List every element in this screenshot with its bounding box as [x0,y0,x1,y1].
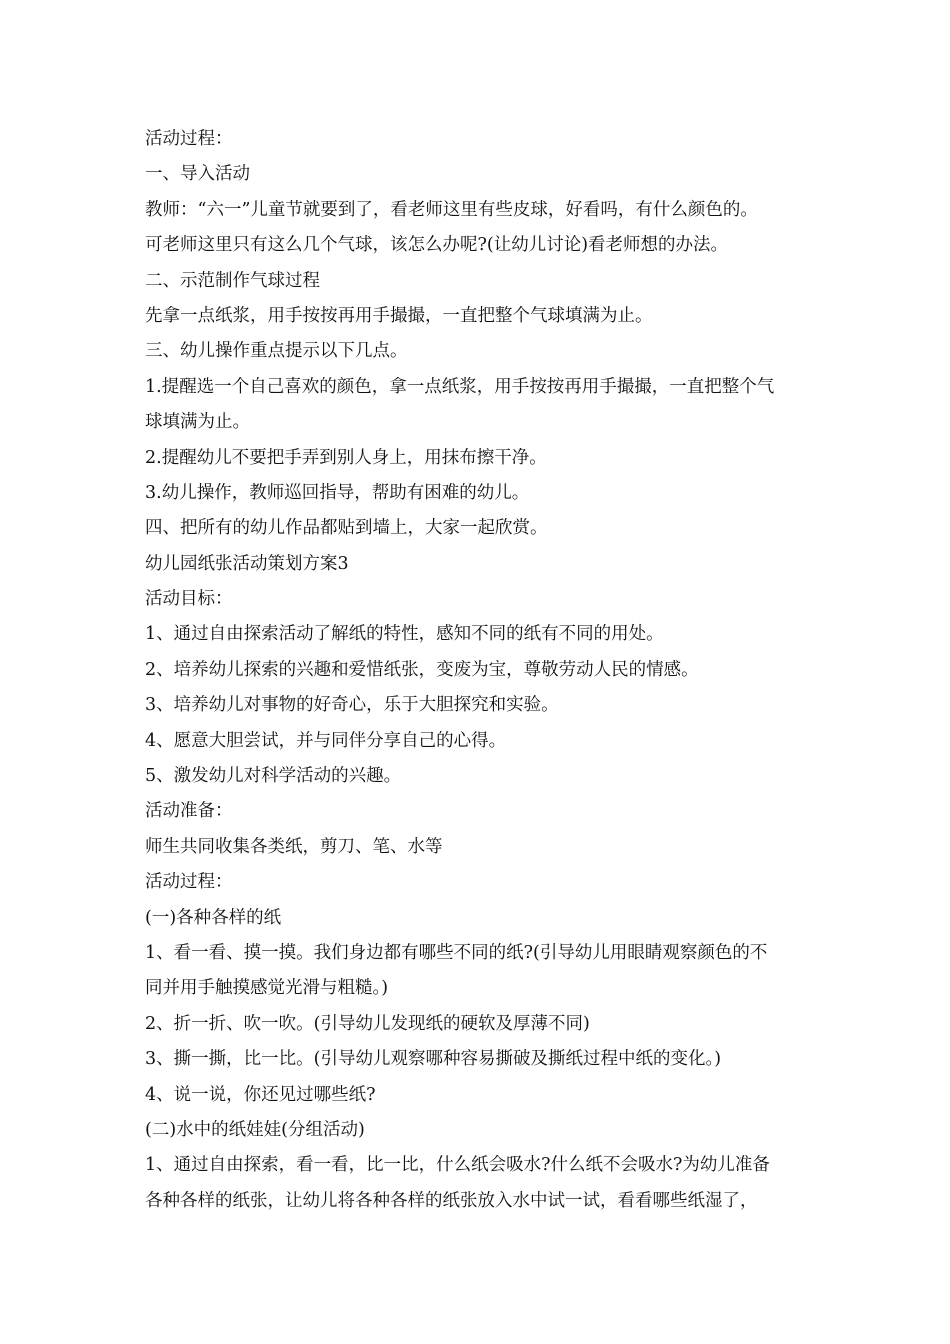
list-item: 1、看一看、摸一摸。我们身边都有哪些不同的纸?(引导幼儿用眼睛观察颜色的不 [145,942,768,963]
list-item: 5、激发幼儿对科学活动的兴趣。 [145,766,402,787]
text-line: 同并用手触摸感觉光滑与粗糙。) [145,978,389,999]
list-item: 4、说一说，你还见过哪些纸? [145,1084,376,1105]
document-body [145,122,817,1219]
text-line: 活动目标： [145,589,233,610]
text-line: 师生共同收集各类纸，剪刀、笔、水等 [145,836,443,857]
text-line: 3.幼儿操作，教师巡回指导，帮助有困难的幼儿。 [145,482,530,503]
text-line: 活动准备： [145,801,233,822]
text-line: 活动过程： [145,872,233,893]
list-item: 4、愿意大胆尝试，并与同伴分享自己的心得。 [145,730,507,751]
section-heading: 四、把所有的幼儿作品都贴到墙上，大家一起欣赏。 [145,518,548,539]
text-line: 先拿一点纸浆，用手按按再用手撮撮，一直把整个气球填满为止。 [145,305,653,326]
text-line: 活动过程： [145,129,233,149]
section-heading: (一)各种各样的纸 [145,907,282,928]
section-heading: 一、导入活动 [145,164,250,185]
text-line: 各种各样的纸张，让幼儿将各种各样的纸张放入水中试一试，看看哪些纸湿了， [145,1190,758,1211]
text-line: 可老师这里只有这么几个气球，该怎么办呢?(让幼儿讨论)看老师想的办法。 [145,235,729,256]
list-item: 2、培养幼儿探索的兴趣和爱惜纸张，变废为宝，尊敬劳动人民的情感。 [145,659,699,680]
document-title: 幼儿园纸张活动策划方案3 [145,553,349,574]
section-heading: (二)水中的纸娃娃(分组活动) [145,1119,365,1140]
list-item: 3、培养幼儿对事物的好奇心，乐于大胆探究和实验。 [145,695,559,716]
list-item: 1、通过自由探索，看一看，比一比，什么纸会吸水?什么纸不会吸水?为幼儿准备 [145,1155,770,1176]
list-item: 3、撕一撕，比一比。(引导幼儿观察哪种容易撕破及撕纸过程中纸的变化。) [145,1049,722,1070]
text-line: 2.提醒幼儿不要把手弄到别人身上，用抹布擦干净。 [145,447,547,468]
text-line: 球填满为止。 [145,412,250,433]
list-item: 1、通过自由探索活动了解纸的特性，感知不同的纸有不同的用处。 [145,624,664,645]
section-heading: 二、示范制作气球过程 [145,270,320,291]
text-line: 教师：“六一”儿童节就要到了，看老师这里有些皮球，好看吗，有什么颜色的。 [145,199,758,220]
section-heading: 三、幼儿操作重点提示以下几点。 [145,341,408,362]
list-item: 2、折一折、吹一吹。(引导幼儿发现纸的硬软及厚薄不同) [145,1013,590,1034]
text-line: 1.提醒选一个自己喜欢的颜色，拿一点纸浆，用手按按再用手撮撮，一直把整个气 [145,376,775,397]
